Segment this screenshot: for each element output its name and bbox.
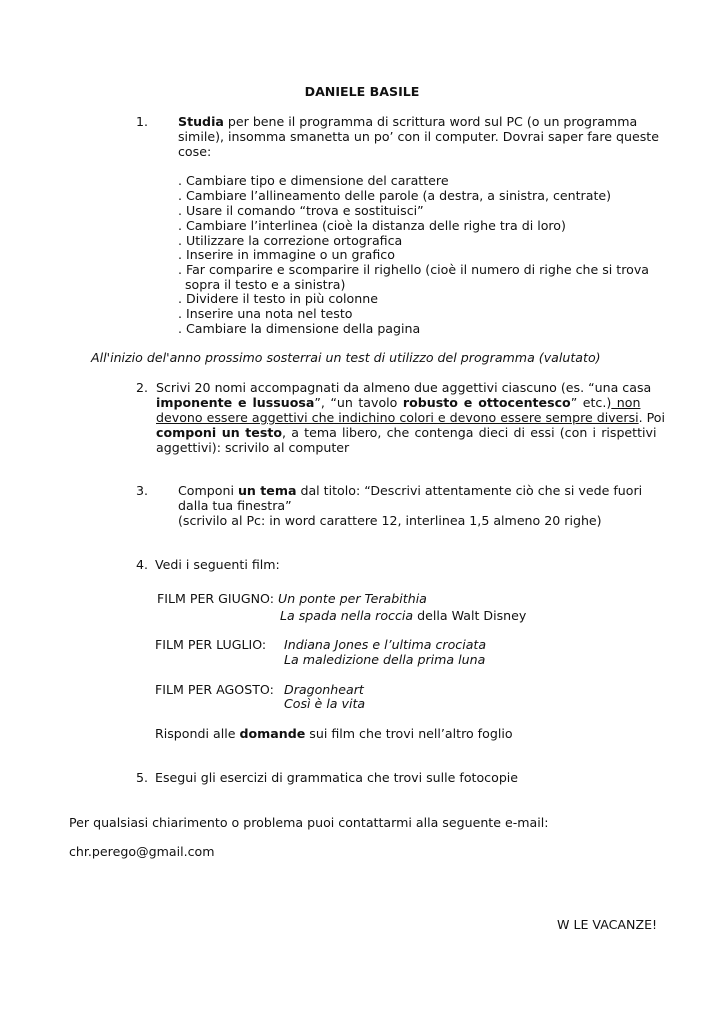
film-title: Dragonheart xyxy=(284,682,364,697)
film-title: La maledizione della prima luna xyxy=(284,652,486,667)
film-label-june: FILM PER GIUGNO: xyxy=(157,591,274,606)
bullet-item: . Usare il comando “trova e sostituisci” xyxy=(178,203,424,218)
item-1-number: 1. xyxy=(136,114,149,129)
item-1-line-2: simile), insomma smanetta un po’ con il computer. Dovrai saper fare queste xyxy=(178,129,659,144)
item-2-underlined-text: devono essere aggettivi che indichino colori e devono essere sempre diversi xyxy=(156,410,639,425)
item-1-line-1-text: per bene il programma di scrittura word sul PC (o un programma xyxy=(223,114,638,129)
item-2-text: ”, “un tavolo xyxy=(314,395,403,410)
film-label-july: FILM PER LUGLIO: xyxy=(155,637,267,652)
item-2-line-2 xyxy=(156,396,640,411)
film-title: Indiana Jones e l’ultima crociata xyxy=(284,637,487,652)
item-3-line-3: (scrivilo al Pc: in word carattere 12, interlinea 1,5 almeno 20 righe) xyxy=(178,513,602,528)
item-2-line-3 xyxy=(156,411,665,426)
instruction-text: sui film che trovi nell’altro foglio xyxy=(305,726,513,741)
contact-text: Per qualsiasi chiarimento o problema puoi contattarmi alla seguente e-mail: xyxy=(69,815,549,830)
item-2-bold-adjectives-2: robusto e ottocentesco xyxy=(402,395,571,410)
instruction-text: Rispondi alle xyxy=(155,726,240,741)
item-2-bold-adjectives-1: imponente e lussuosa xyxy=(156,395,315,410)
instruction-bold: domande xyxy=(239,726,306,741)
item-2-number: 2. xyxy=(136,380,149,395)
item-2-line-4 xyxy=(156,426,657,441)
item-4-number: 4. xyxy=(136,557,149,572)
bullet-item: . Utilizzare la correzione ortografica xyxy=(178,233,403,248)
closing-text: W LE VACANZE! xyxy=(557,917,658,932)
item-2-text: . Poi xyxy=(638,410,666,425)
item-1-line-3: cose: xyxy=(178,144,212,159)
item-5-number: 5. xyxy=(136,770,149,785)
item-3-line-1 xyxy=(178,484,642,499)
bullet-item: . Cambiare l’allineamento delle parole (a destra, a sinistra, centrate) xyxy=(178,188,612,203)
item-3-line-2: dalla tua finestra” xyxy=(178,498,292,513)
film-title: La spada nella roccia xyxy=(280,608,414,623)
bullet-item: . Dividere il testo in più colonne xyxy=(178,291,378,306)
bullet-item: . Cambiare la dimensione della pagina xyxy=(178,321,421,336)
item-3-text: dal titolo: “Descrivi attentamente ciò che si vede fuori xyxy=(296,483,643,498)
bullet-item: . Inserire in immagine o un grafico xyxy=(178,247,395,262)
item-1-line-1 xyxy=(178,115,637,130)
item-5-text: Esegui gli esercizi di grammatica che trovi sulle fotocopie xyxy=(155,770,519,785)
film-label-august: FILM PER AGOSTO: xyxy=(155,682,274,697)
item-2-line-1: Scrivi 20 nomi accompagnati da almeno due aggettivi ciascuno (es. “una casa xyxy=(156,380,652,395)
item-3-bold-theme: un tema xyxy=(237,483,297,498)
item-2-text: ” etc.) xyxy=(570,395,612,410)
item-2-underlined-text: non xyxy=(611,395,641,410)
test-note: All'inizio del'anno prossimo sosterrai un test di utilizzo del programma (valutato) xyxy=(91,350,601,365)
item-2-text: , a tema libero, che contenga dieci di essi (con i rispettivi xyxy=(282,425,657,440)
bullet-item: . Inserire una nota nel testo xyxy=(178,306,353,321)
film-title: Un ponte per Terabithia xyxy=(278,591,427,606)
item-2-line-5: aggettivi): scrivilo al computer xyxy=(156,440,350,455)
item-4-intro: Vedi i seguenti film: xyxy=(155,557,280,572)
item-3-number: 3. xyxy=(136,483,149,498)
item-2-bold-compose: componi un testo xyxy=(156,425,283,440)
film-title-line xyxy=(280,609,526,624)
page-title: DANIELE BASILE xyxy=(304,84,420,99)
contact-email: chr.perego@gmail.com xyxy=(69,844,215,859)
bullet-item: . Far comparire e scomparire il righello (cioè il numero di righe che si trova xyxy=(178,262,650,277)
item-1-verb: Studia xyxy=(178,114,224,129)
bullet-item-continuation: sopra il testo e a sinistra) xyxy=(185,277,346,292)
film-questions-instruction xyxy=(155,727,513,742)
item-3-text: Componi xyxy=(178,483,238,498)
film-title: Così è la vita xyxy=(284,696,366,711)
film-note: della Walt Disney xyxy=(413,608,527,623)
bullet-item: . Cambiare tipo e dimensione del carattere xyxy=(178,173,449,188)
bullet-item: . Cambiare l’interlinea (cioè la distanza delle righe tra di loro) xyxy=(178,218,566,233)
